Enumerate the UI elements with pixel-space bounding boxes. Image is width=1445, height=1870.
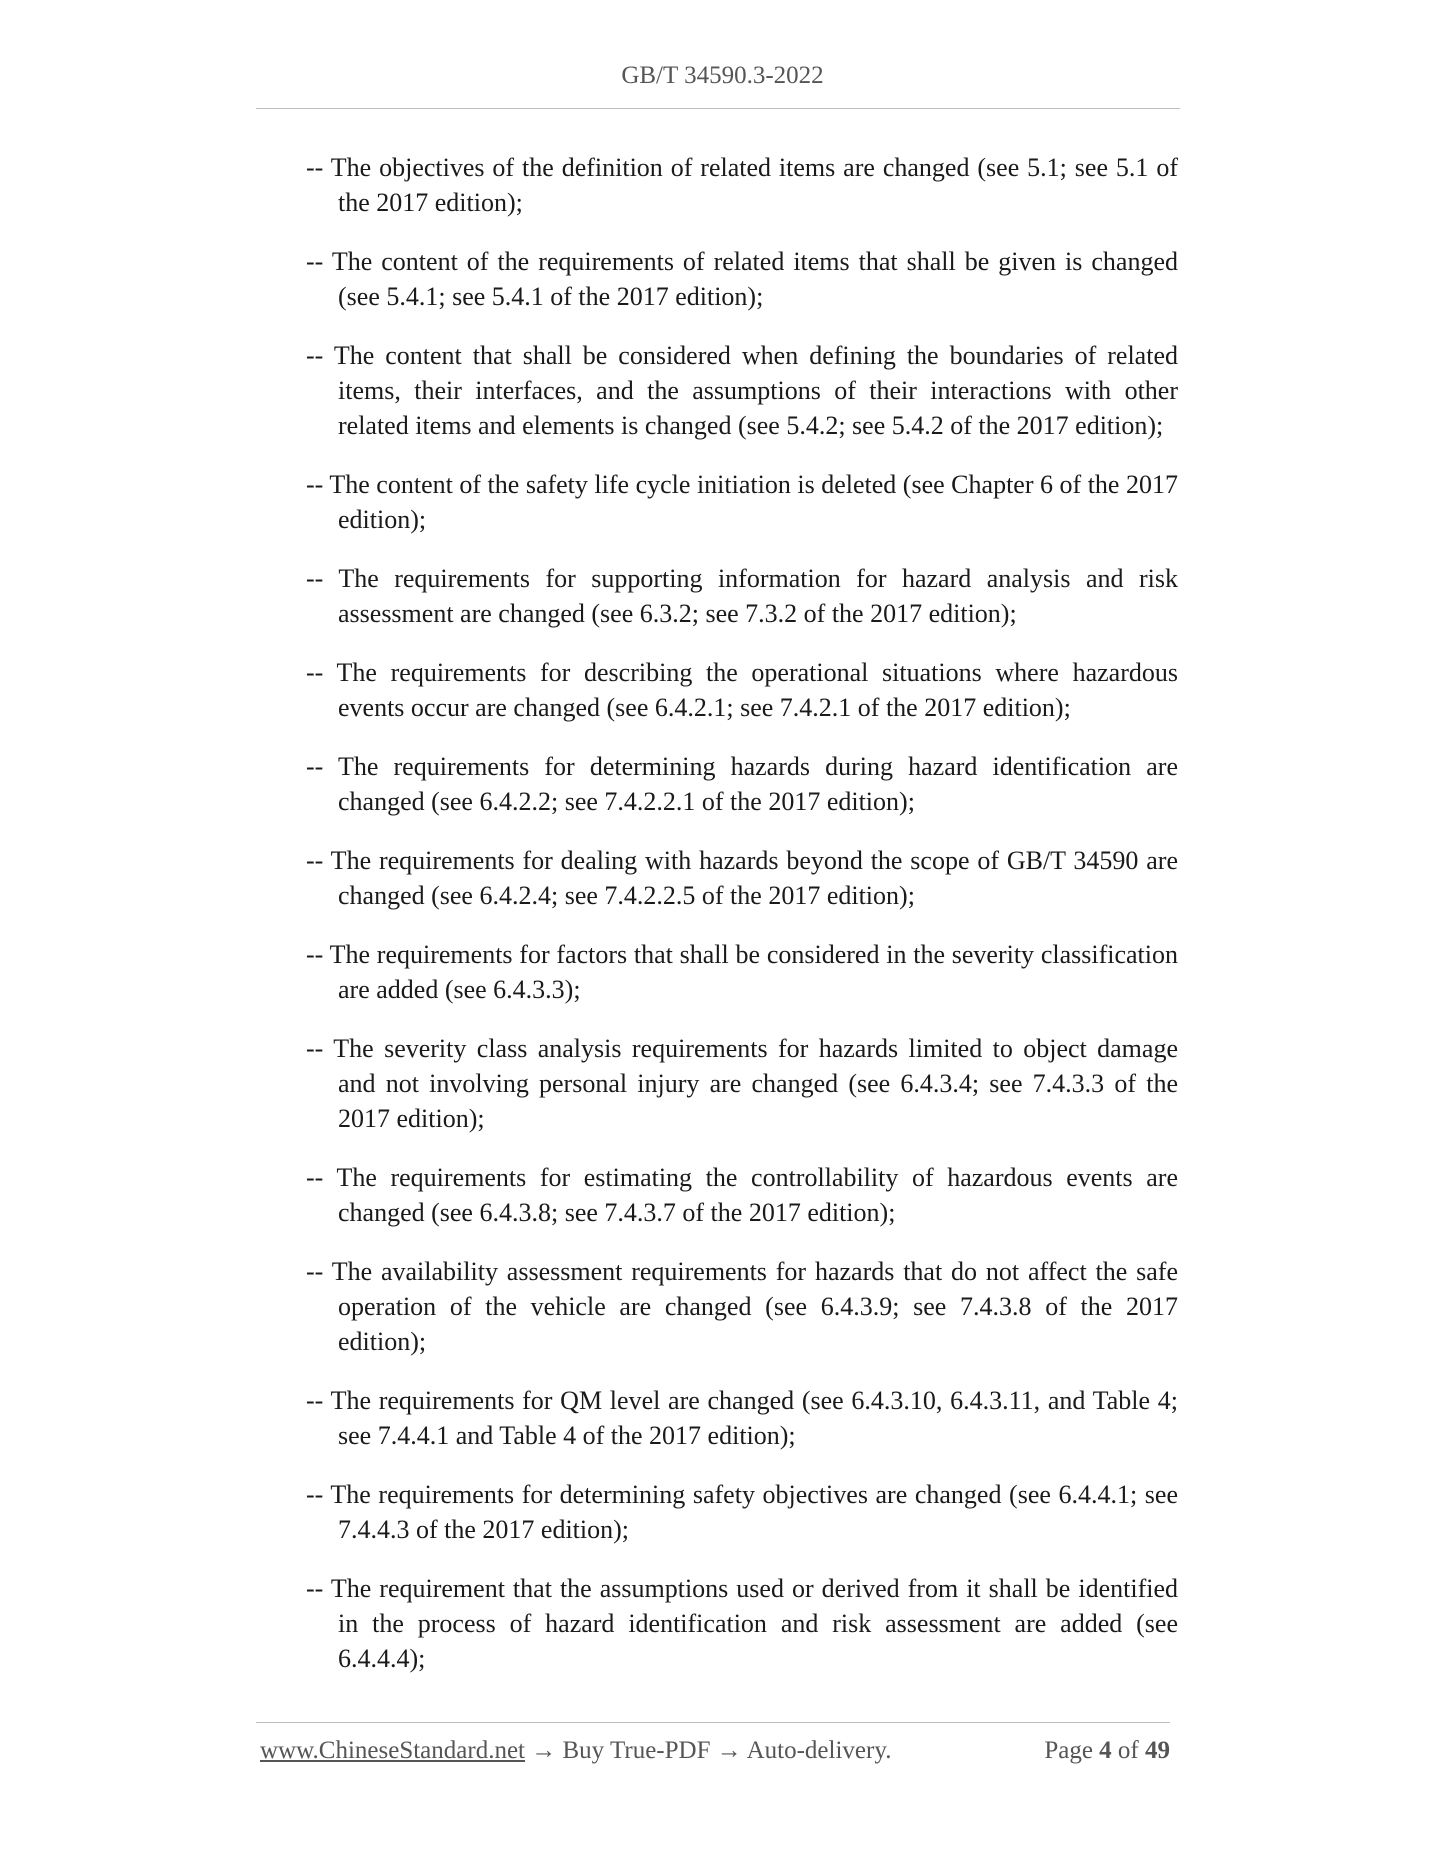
page-label: Page	[1044, 1737, 1093, 1764]
arrow-right-icon: →	[531, 1737, 557, 1764]
list-item: -- The availability assessment requirements for hazards that do not affect the safe operation of the vehicle are changed (see 6.4.3.9; see 7.4.3.8 of the 2017 edition);	[306, 1257, 1178, 1356]
list-item: -- The requirements for dealing with hazards beyond the scope of GB/T 34590 are changed (see 6.4.2.4; see 7.4.2.2.5 of the 2017 edition);	[306, 846, 1178, 910]
footer-promo	[260, 1737, 891, 1765]
footer-divider	[256, 1722, 1170, 1723]
list-item: -- The requirements for determining safety objectives are changed (see 6.4.4.1; see 7.4.4.3 of the 2017 edition);	[306, 1480, 1178, 1544]
list-item: -- The requirement that the assumptions used or derived from it shall be identified in the process of hazard identification and risk assessment are added (see 6.4.4.4);	[306, 1574, 1178, 1673]
website-link[interactable]: www.ChineseStandard.net	[260, 1737, 525, 1764]
page-number	[1044, 1737, 1170, 1765]
list-item: -- The requirements for factors that shall be considered in the severity classification are added (see 6.4.3.3);	[306, 940, 1178, 1004]
page-of-label: of	[1117, 1737, 1139, 1764]
buy-pdf-text: Buy True-PDF	[562, 1737, 711, 1764]
list-item: -- The content of the safety life cycle initiation is deleted (see Chapter 6 of the 2017 edition);	[306, 470, 1178, 534]
list-item: -- The content that shall be considered when defining the boundaries of related items, their interfaces, and the assumptions of their interactions with other related items and elements is changed (see 5.4.2; see 5.4.2 of the 2017 edition);	[306, 341, 1178, 440]
list-item: -- The requirements for QM level are changed (see 6.4.3.10, 6.4.3.11, and Table 4; see 7.4.4.1 and Table 4 of the 2017 edition);	[306, 1386, 1178, 1450]
list-item: -- The requirements for determining hazards during hazard identification are changed (see 6.4.2.2; see 7.4.2.2.1 of the 2017 edition);	[306, 752, 1178, 816]
page-total: 49	[1145, 1737, 1170, 1764]
page-current: 4	[1099, 1737, 1112, 1764]
change-list	[306, 150, 1178, 1700]
list-item: -- The requirements for supporting information for hazard analysis and risk assessment are changed (see 6.3.2; see 7.3.2 of the 2017 edition);	[306, 564, 1178, 628]
list-item: -- The requirements for estimating the controllability of hazardous events are changed (see 6.4.3.8; see 7.4.3.7 of the 2017 edition);	[306, 1163, 1178, 1227]
list-item: -- The severity class analysis requirements for hazards limited to object damage and not involving personal injury are changed (see 6.4.3.4; see 7.4.3.3 of the 2017 edition);	[306, 1034, 1178, 1133]
arrow-right-icon: →	[716, 1737, 742, 1764]
page-header-title: GB/T 34590.3-2022	[621, 62, 824, 89]
list-item: -- The content of the requirements of related items that shall be given is changed (see 5.4.1; see 5.4.1 of the 2017 edition);	[306, 247, 1178, 311]
header-divider	[256, 108, 1180, 109]
list-item: -- The objectives of the definition of related items are changed (see 5.1; see 5.1 of the 2017 edition);	[306, 153, 1178, 217]
auto-delivery-text: Auto-delivery.	[746, 1737, 892, 1764]
list-item: -- The requirements for describing the operational situations where hazardous events occur are changed (see 6.4.2.1; see 7.4.2.1 of the 2017 edition);	[306, 658, 1178, 722]
